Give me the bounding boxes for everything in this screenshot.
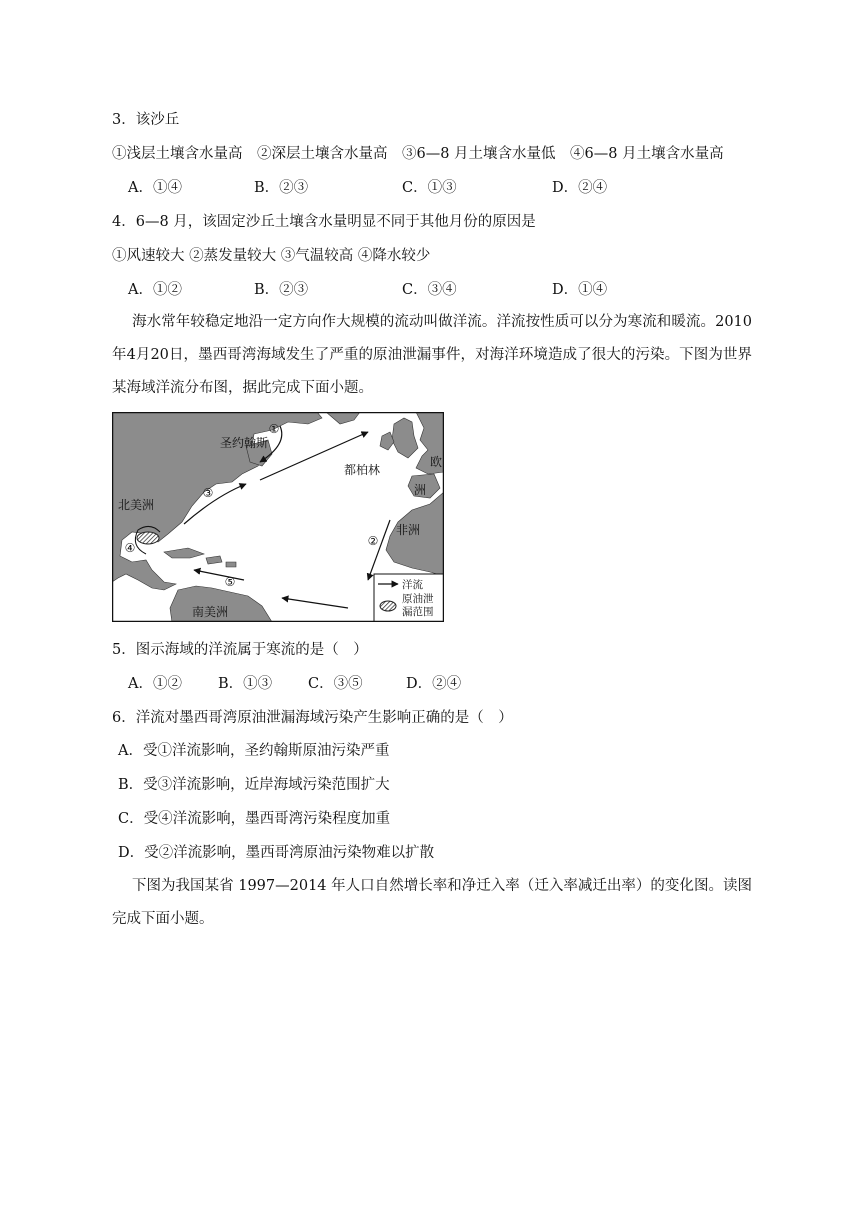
label-south-america: 南美洲	[192, 605, 229, 619]
q4-option-c: C．③④	[402, 282, 457, 298]
current-1-number: ①	[268, 422, 280, 436]
q6-option-d: D．受②洋流影响，墨西哥湾原油污染物难以扩散	[118, 845, 435, 861]
map-legend	[374, 574, 444, 622]
legend-spill-label-2: 漏范围	[402, 606, 434, 618]
q4-statements: ①风速较大 ②蒸发量较大 ③气温较高 ④降水较少	[112, 248, 431, 264]
q6-option-c: C．受④洋流影响，墨西哥湾污染程度加重	[118, 811, 391, 827]
legend-spill-swatch	[380, 601, 396, 611]
label-st-johns: 圣约翰斯	[220, 436, 269, 450]
q4-stem: 4．6—8 月，该固定沙丘土壤含水量明显不同于其他月份的原因是	[112, 214, 536, 230]
intro-paragraph	[112, 306, 752, 405]
q3-option-c: C．①③	[402, 180, 457, 196]
q5-stem: 5．图示海域的洋流属于寒流的是（ ）	[112, 642, 368, 658]
next-intro-paragraph	[112, 870, 752, 936]
q6-option-a: A．受①洋流影响，圣约翰斯原油污染严重	[118, 743, 390, 759]
label-north-america: 北美洲	[118, 498, 155, 512]
q6-stem: 6．洋流对墨西哥湾原油泄漏海域污染产生影响正确的是（ ）	[112, 710, 513, 726]
label-africa: 非洲	[396, 523, 421, 537]
q3-option-a: A．①④	[128, 180, 182, 196]
legend-spill-label-1: 原油泄	[402, 593, 434, 605]
q3-stem: 3．该沙丘	[112, 112, 180, 128]
q5-option-d: D．②④	[406, 676, 462, 692]
current-5-number: ⑤	[224, 575, 236, 589]
legend-current-label: 洋流	[402, 579, 423, 591]
q5-option-a: A．①②	[128, 676, 182, 692]
intro-text: 海水常年较稳定地沿一定方向作大规模的流动叫做洋流。洋流按性质可以分为寒流和暖流。2010年4月20日，墨西哥湾海域发生了严重的原油泄漏事件，对海洋环境造成了很大的污染。下图为世界某海域洋流分布图，据此完成下面小题。	[112, 314, 752, 396]
current-4-number: ④	[124, 541, 136, 555]
current-2-number: ②	[367, 534, 379, 548]
q4-option-d: D．①④	[552, 282, 608, 298]
label-dublin: 都柏林	[344, 463, 381, 477]
ocean-current-map	[112, 412, 444, 622]
q5-option-b: B．①③	[218, 676, 273, 692]
caribbean-island-small	[226, 562, 236, 567]
oil-spill-area	[137, 532, 159, 544]
label-europe-2: 洲	[414, 483, 427, 497]
q3-option-b: B．②③	[254, 180, 309, 196]
q5-option-c: C．③⑤	[308, 676, 363, 692]
q4-option-a: A．①②	[128, 282, 182, 298]
q3-statements: ①浅层土壤含水量高 ②深层土壤含水量高 ③6—8 月土壤含水量低 ④6—8 月土壤含水量高	[112, 146, 724, 162]
q6-option-b: B．受③洋流影响，近岸海域污染范围扩大	[118, 777, 390, 793]
next-intro-text: 下图为我国某省 1997—2014 年人口自然增长率和净迁入率（迁入率减迁出率）的变化图。读图完成下面小题。	[112, 878, 752, 927]
label-europe-1: 欧	[430, 455, 443, 469]
current-3-number: ③	[202, 486, 214, 500]
q4-option-b: B．②③	[254, 282, 309, 298]
q3-option-d: D．②④	[552, 180, 608, 196]
